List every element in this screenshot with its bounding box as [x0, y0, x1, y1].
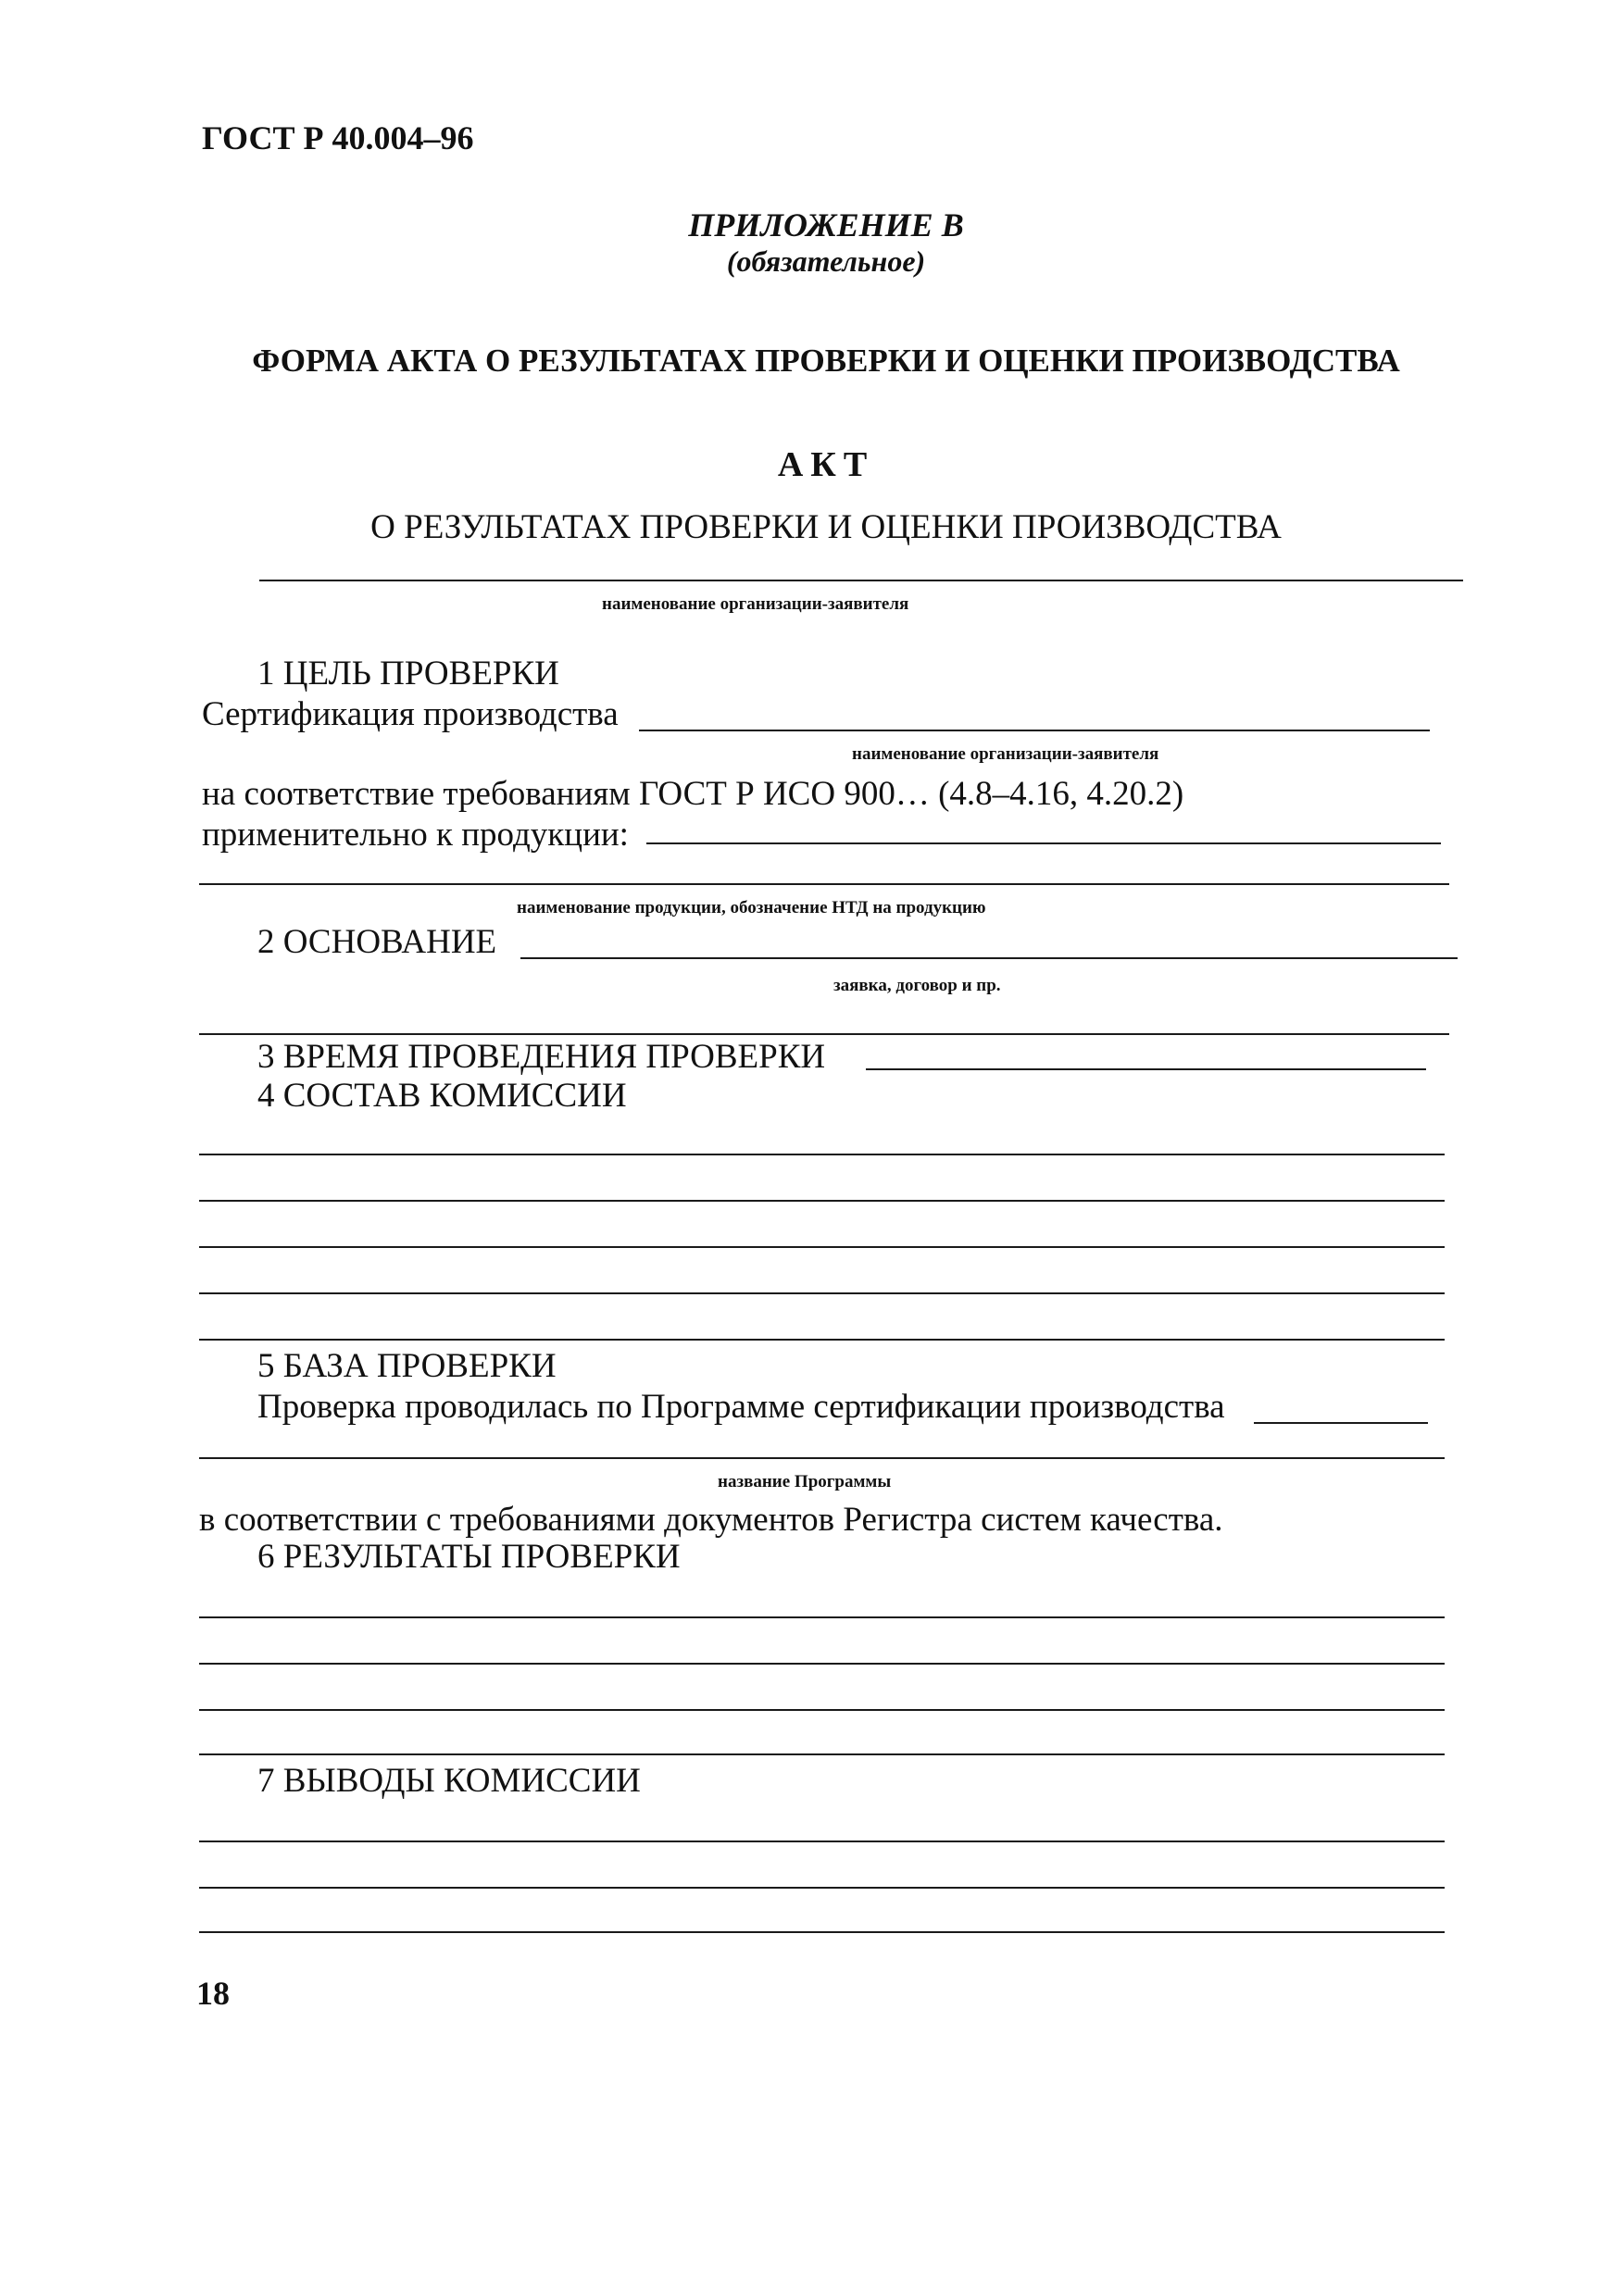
appendix-title: ПРИЛОЖЕНИЕ В: [688, 206, 964, 243]
section-2-heading: 2 ОСНОВАНИЕ: [257, 923, 497, 961]
commission-line-3[interactable]: [199, 1246, 1445, 1248]
results-line-1[interactable]: [199, 1616, 1445, 1618]
form-title: ФОРМА АКТА О РЕЗУЛЬТАТАХ ПРОВЕРКИ И ОЦЕНКИ ПРОИЗВОДСТВА: [252, 343, 1400, 379]
conclusions-line-1[interactable]: [199, 1841, 1445, 1842]
results-line-3[interactable]: [199, 1709, 1445, 1711]
section-1-heading: 1 ЦЕЛЬ ПРОВЕРКИ: [257, 655, 559, 693]
program-field-line-2[interactable]: [199, 1457, 1445, 1459]
page-number: 18: [196, 1975, 230, 2012]
product-caption: наименование продукции, обозначение НТД на продукцию: [517, 898, 986, 917]
basis-field-line[interactable]: [520, 957, 1458, 959]
section-7-heading: 7 ВЫВОДЫ КОМИССИИ: [257, 1762, 641, 1800]
appendix-subtitle: (обязательное): [726, 244, 926, 278]
section-1-certification-label: Сертификация производства: [202, 695, 619, 733]
basis-field-line-2[interactable]: [199, 1033, 1449, 1035]
section-1-requirements: на соответствие требованиям ГОСТ Р ИСО 900… (4.8–4.16, 4.20.2): [202, 775, 1184, 813]
section-6-heading: 6 РЕЗУЛЬТАТЫ ПРОВЕРКИ: [257, 1538, 681, 1576]
product-field-line-2[interactable]: [199, 883, 1449, 885]
act-subtitle: О РЕЗУЛЬТАТАХ ПРОВЕРКИ И ОЦЕНКИ ПРОИЗВОДСТВА: [370, 508, 1282, 546]
commission-line-2[interactable]: [199, 1200, 1445, 1202]
basis-caption: заявка, договор и пр.: [833, 976, 1001, 995]
act-title: АКТ: [777, 445, 875, 484]
standard-number: ГОСТ Р 40.004–96: [202, 119, 474, 156]
program-field-line[interactable]: [1254, 1422, 1428, 1424]
section-3-heading: 3 ВРЕМЯ ПРОВЕДЕНИЯ ПРОВЕРКИ: [257, 1038, 826, 1076]
commission-line-4[interactable]: [199, 1292, 1445, 1294]
inspection-time-field-line[interactable]: [866, 1068, 1426, 1070]
certification-field-line[interactable]: [639, 730, 1430, 731]
product-field-line[interactable]: [646, 842, 1441, 844]
applicant-org-caption: наименование организации-заявителя: [602, 594, 909, 614]
applicant-org-caption-2: наименование организации-заявителя: [852, 744, 1159, 764]
section-1-product-label: применительно к продукции:: [202, 816, 629, 854]
conclusions-line-2[interactable]: [199, 1887, 1445, 1889]
applicant-org-line[interactable]: [259, 580, 1463, 581]
commission-line-5[interactable]: [199, 1339, 1445, 1341]
conclusions-line-3[interactable]: [199, 1931, 1445, 1933]
section-5-heading: 5 БАЗА ПРОВЕРКИ: [257, 1347, 557, 1385]
section-5-program-text: Проверка проводилась по Программе сертификации производства: [257, 1388, 1225, 1426]
section-5-registry-text: в соответствии с требованиями документов Регистра систем качества.: [199, 1501, 1223, 1539]
section-4-heading: 4 СОСТАВ КОМИССИИ: [257, 1077, 627, 1115]
results-line-2[interactable]: [199, 1663, 1445, 1665]
commission-line-1[interactable]: [199, 1154, 1445, 1155]
program-caption: название Программы: [718, 1472, 892, 1491]
results-line-4[interactable]: [199, 1753, 1445, 1755]
